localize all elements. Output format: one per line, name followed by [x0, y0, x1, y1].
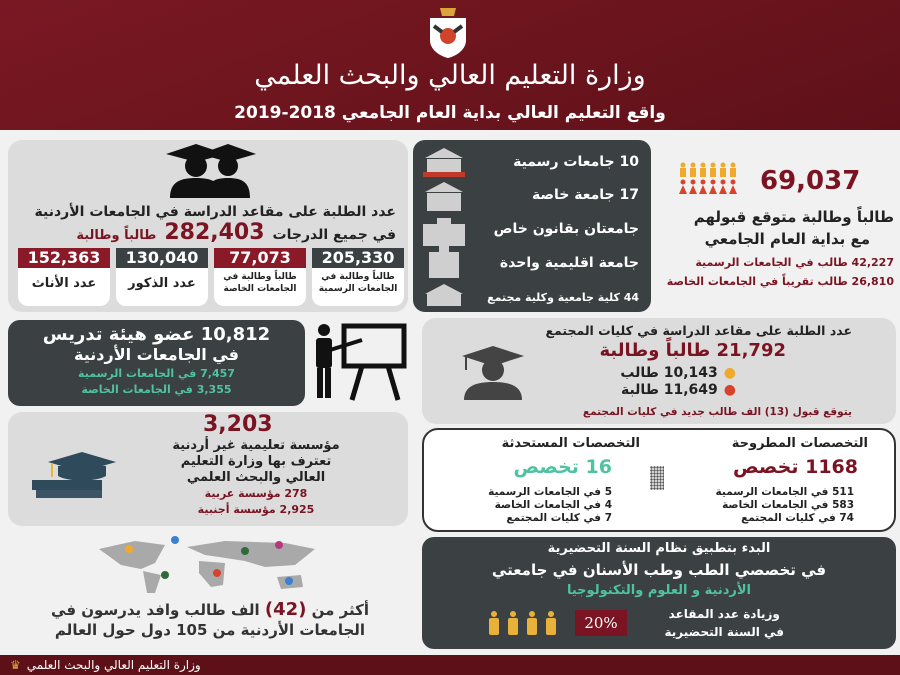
faculty-panel: [8, 320, 305, 406]
prep-line1: البدء بتطبيق نظام السنة التحضيرية: [547, 541, 771, 556]
prep-line3: الأردنية و العلوم والتكنولوجيا: [566, 583, 751, 598]
institutions-panel: [8, 412, 408, 526]
institutions-line3: العالي والبحث العلمي: [186, 470, 326, 485]
uni-label: جامعة اقليمية واحدة: [499, 255, 639, 271]
university-buildings-icon: [421, 146, 467, 306]
uni-label: 17 جامعة خاصة: [531, 187, 639, 203]
ministry-title: وزارة التعليم العالي والبحث العلمي: [254, 60, 646, 91]
offered-total: 1168 تخصص: [733, 456, 858, 478]
admission-line2: مع بداية العام الجامعي: [704, 230, 870, 248]
prep-year-panel: [422, 537, 896, 649]
report-subtitle: واقع التعليم العالي بداية العام الجامعي 2018-2019: [234, 103, 666, 123]
new-title: التخصصات المستحدثة: [501, 436, 640, 451]
admission-private: 26,810 طالب تقريباً في الجامعات الخاصة: [666, 275, 894, 288]
stat-value: 152,363: [18, 248, 110, 268]
prep-line2: في تخصصي الطب وطب الأسنان في جامعتي: [491, 561, 827, 579]
stat-label: طالباً وطالبة في الجامعات الرسمية: [318, 272, 398, 294]
new-private: 4 في الجامعات الخاصة: [494, 499, 612, 511]
world-map-icon: [95, 535, 325, 595]
admission-public: 42,227 طالب في الجامعات الرسمية: [695, 256, 894, 269]
stat-value: 77,073: [214, 248, 306, 268]
universities-panel: [413, 140, 651, 312]
footer-ministry-name: وزارة التعليم العالي والبحث العلمي: [26, 658, 201, 672]
uni-row-colleges: [487, 283, 639, 311]
offered-public: 511 في الجامعات الرسمية: [715, 486, 854, 498]
international-text: [0, 600, 420, 640]
intl-line1-b: الف طالب وافد يدرسون في: [51, 601, 260, 619]
specializations-panel: [422, 428, 896, 532]
community-female: 11,649 طالبة: [620, 382, 718, 398]
graduates-icon: [156, 142, 268, 198]
coat-of-arms-logo-small: ♛: [10, 658, 21, 672]
uni-row-regional: [500, 249, 639, 277]
uni-label: جامعتان بقانون خاص: [493, 221, 639, 237]
offered-private: 583 في الجامعات الخاصة: [722, 499, 854, 511]
faculty-public: 7,457 في الجامعات الرسمية: [78, 367, 235, 380]
faculty-line2: في الجامعات الأردنية: [74, 345, 239, 364]
students-degrees-label: في جميع الدرجات: [272, 227, 396, 243]
coat-of-arms-logo: [420, 4, 476, 60]
stat-label: طالباً وطالبة في الجامعات الخاصة: [223, 272, 297, 294]
intl-line2: الجامعات الأردنية من 105 دول حول العالم: [54, 621, 366, 639]
people-icon: [486, 611, 562, 635]
stat-value: 130,040: [116, 248, 208, 268]
new-public: 5 في الجامعات الرسمية: [488, 486, 612, 498]
footer-bar: [0, 655, 900, 675]
students-total: 282,403: [164, 220, 265, 245]
prep-increase-label2: في السنة التحضيرية: [664, 625, 784, 639]
offered-community: 74 في كليات المجتمع: [741, 512, 854, 524]
uni-label: 44 كلية جامعية وكلية مجتمع: [487, 290, 639, 304]
dotted-arrow-icon: [650, 466, 664, 490]
prep-percent: 20%: [575, 610, 627, 636]
uni-row-private: [532, 181, 639, 209]
faculty-private: 3,355 في الجامعات الخاصة: [81, 383, 232, 396]
community-title: عدد الطلبة على مقاعد الدراسة في كليات المجتمع: [545, 323, 852, 338]
teacher-icon: [312, 322, 408, 402]
uni-row-public: [513, 148, 639, 176]
institutions-total: 3,203: [203, 412, 273, 437]
new-total: 16 تخصص: [513, 456, 612, 478]
community-colleges-panel: [422, 318, 896, 424]
intl-count: (42): [264, 599, 307, 620]
community-note: يتوقع قبول (13) الف طالب جديد في كليات المجتمع: [582, 406, 852, 418]
female-icon: ●: [723, 382, 736, 398]
admission-line1: طالباً وطالبة متوقع قبولهم: [693, 208, 894, 226]
institutions-arab: 278 مؤسسة عربية: [204, 487, 308, 500]
graduate-icon: [458, 344, 528, 400]
male-icon: ●: [723, 365, 736, 381]
institutions-foreign: 2,925 مؤسسة أجنبية: [197, 503, 315, 516]
community-total: 21,792 طالباً وطالبة: [599, 340, 786, 361]
new-community: 7 في كليات المجتمع: [506, 512, 612, 524]
admission-section: [655, 140, 900, 312]
stat-box-public: [312, 248, 404, 306]
institutions-line1: مؤسسة تعليمية غير أردنية: [172, 438, 340, 453]
stat-label: عدد الأناث: [31, 276, 97, 291]
students-headline: عدد الطلبة على مقاعد الدراسة في الجامعات الأردنية: [34, 204, 396, 220]
stat-box-males: [116, 248, 208, 306]
admission-total: 69,037: [760, 166, 861, 196]
uni-label: 10 جامعات رسمية: [513, 154, 639, 170]
students-total-suffix: طالباً وطالبة: [76, 228, 157, 243]
community-male: 10,143 طالب: [620, 365, 718, 381]
faculty-headline: 10,812 عضو هيئة تدريس: [42, 324, 271, 345]
institutions-line2: تعترف بها وزارة التعليم: [180, 454, 332, 469]
prep-increase-label1: وزيادة عدد المقاعد: [668, 607, 780, 621]
people-icon: [679, 162, 741, 196]
stat-box-private: [214, 248, 306, 306]
stat-label: عدد الذكور: [128, 276, 196, 291]
stat-box-females: [18, 248, 110, 306]
cap-and-books-icon: [28, 450, 120, 500]
uni-row-special: [494, 215, 639, 243]
intl-line1-a: أكثر من: [311, 601, 369, 619]
stat-value: 205,330: [312, 248, 404, 268]
offered-title: التخصصات المطروحة: [731, 436, 868, 451]
